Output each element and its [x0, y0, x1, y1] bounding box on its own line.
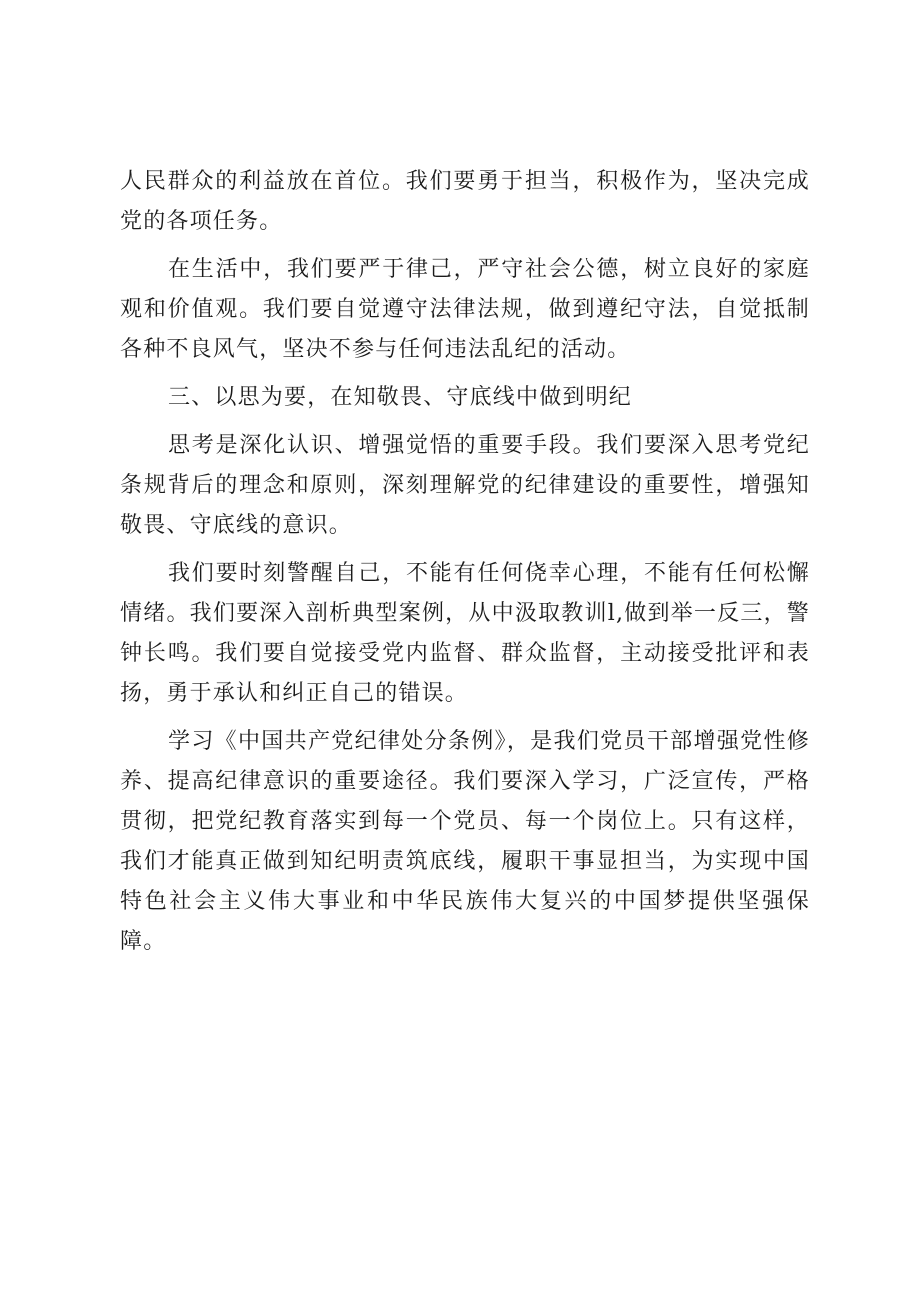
paragraph-continuation: 人民群众的利益放在首位。我们要勇于担当，积极作为，坚决完成党的各项任务。 — [120, 169, 810, 234]
paragraph-vigilance: 我们要时刻警醒自己，不能有任何侥幸心理，不能有任何松懈情绪。我们要深入剖析典型案例，从中汲取教训l,做到举一反三，警钟长鸣。我们要自觉接受党内监督、群众监督，主动接受批评和表扬，勇于承认和纠正自己的错误。 — [120, 561, 810, 706]
paragraph-life-discipline: 在生活中，我们要严于律己，严守社会公德，树立良好的家庭观和价值观。我们要自觉遵守法律法规，做到遵纪守法，自觉抵制各种不良风气，坚决不参与任何违法乱纪的活动。 — [120, 257, 810, 362]
document-page — [120, 162, 810, 962]
paragraph-conclusion: 学习《中国共产党纪律处分条例》，是我们党员干部增强党性修养、提高纪律意识的重要途径。我们要深入学习，广泛宣传，严格贯彻，把党纪教育落实到每一个党员、每一个岗位上。只有这样，我们才能真正做到知纪明责筑底线，履职干事显担当，为实现中国特色社会主义伟大事业和中华民族伟大复兴的中国梦提供坚强保障。 — [120, 729, 810, 954]
section-heading-three: 三、以思为要，在知敬畏、守底线中做到明纪 — [168, 385, 633, 410]
paragraph-thinking: 思考是深化认识、增强觉悟的重要手段。我们要深入思考党纪条规背后的理念和原则，深刻理解党的纪律建设的重要性，增强知敬畏、守底线的意识。 — [120, 433, 810, 538]
